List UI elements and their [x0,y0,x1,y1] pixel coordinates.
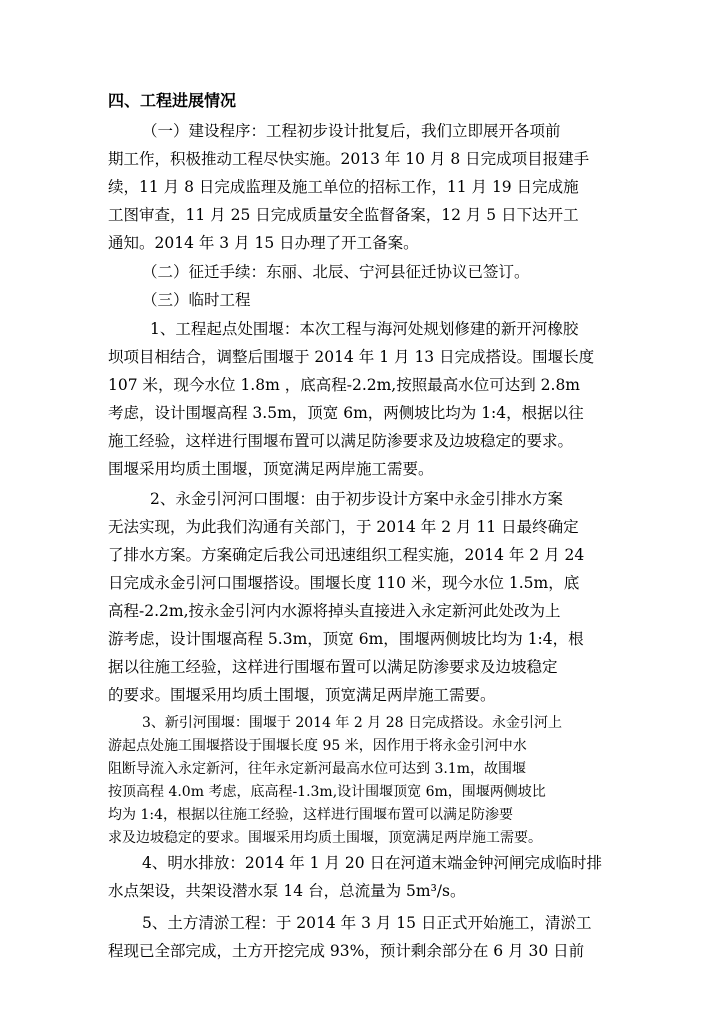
paragraph-line: 按顶高程 4.0m 考虑，底高程-1.3m,设计围堰顶宽 6m，围堰两侧坡比 [108,784,546,800]
paragraph-line: 游考虑，设计围堰高程 5.3m，顶宽 6m，围堰两侧坡比均为 1:4，根 [108,630,584,648]
paragraph-line: 通知。2014 年 3 月 15 日办理了开工备案。 [108,234,419,252]
subsection-heading: （三）临时工程 [142,291,251,309]
paragraph-line: 施工经验，这样进行围堰布置可以满足防渗要求及边坡稳定的要求。 [108,432,574,450]
paragraph-line: （一）建设程序：工程初步设计批复后，我们立即展开各项前 [142,122,561,140]
paragraph-line: 期工作，积极推动工程尽快实施。2013 年 10 月 8 日完成项目报建手 [108,150,590,168]
paragraph-line: 107 米，现今水位 1.8m ，底高程-2.2m,按照最高水位可达到 2.8m [108,376,581,394]
paragraph-line: 游起点处施工围堰搭设于围堰长度 95 米，因作用于将永金引河中水 [108,738,527,754]
paragraph-line: 均为 1:4，根据以往施工经验，这样进行围堰布置可以满足防渗要 [108,807,513,823]
paragraph-line: 无法实现，为此我们沟通有关部门，于 2014 年 2 月 11 日最终确定 [108,518,579,536]
paragraph-line: 求及边坡稳定的要求。围堰采用均质土围堰，顶宽满足两岸施工需要。 [108,830,542,846]
paragraph-line: 3、新引河围堰：围堰于 2014 年 2 月 28 日完成搭设。永金引河上 [142,715,562,731]
paragraph-line: 据以往施工经验，这样进行围堰布置可以满足防渗要求及边坡稳定 [108,658,558,676]
paragraph-line: 阻断导流入永定新河，往年永定新河最高水位可达到 3.1m，故围堰 [108,761,526,777]
paragraph-line: 考虑，设计围堰高程 3.5m，顶宽 6m，两侧坡比均为 1:4，根据以往 [108,404,584,422]
paragraph-line: 日完成永金引河口围堰搭设。围堰长度 110 米，现今水位 1.5m，底 [108,574,580,592]
paragraph-line: 4、明水排放：2014 年 1 月 20 日在河道末端金钟河闸完成临时排 [142,854,603,872]
paragraph-line: （二）征迁手续：东丽、北辰、宁河县征迁协议已签订。 [142,263,530,281]
paragraph-line: 续，11 月 8 日完成监理及施工单位的招标工作，11 月 19 日完成施 [108,178,579,196]
paragraph-line: 的要求。围堰采用均质土围堰，顶宽满足两岸施工需要。 [108,686,496,704]
paragraph-line: 高程-2.2m,按永金引河内水源将掉头直接进入永定新河此处改为上 [108,602,561,620]
paragraph-line: 1、工程起点处围堰：本次工程与海河处规划修建的新开河橡胶 [150,320,579,338]
section-heading: 四、工程进展情况 [108,91,237,110]
paragraph-line: 程现已全部完成，土方开挖完成 93%，预计剩余部分在 6 月 30 日前 [108,942,585,960]
paragraph-line: 水点架设，共架设潜水泵 14 台，总流量为 5m³/s。 [108,882,466,900]
paragraph-line: 了排水方案。方案确定后我公司迅速组织工程实施，2014 年 2 月 24 [108,546,585,564]
paragraph-line: 2、永金引河河口围堰：由于初步设计方案中永金引排水方案 [150,490,563,508]
paragraph-line: 工图审查，11 月 25 日完成质量安全监督备案，12 月 5 日下达开工 [108,206,579,224]
paragraph-line: 5、土方清淤工程：于 2014 年 3 月 15 日正式开始施工，清淤工 [142,914,592,932]
paragraph-line: 围堰采用均质土围堰，顶宽满足两岸施工需要。 [108,460,434,478]
paragraph-line: 坝项目相结合，调整后围堰于 2014 年 1 月 13 日完成搭设。围堰长度 [108,348,595,366]
